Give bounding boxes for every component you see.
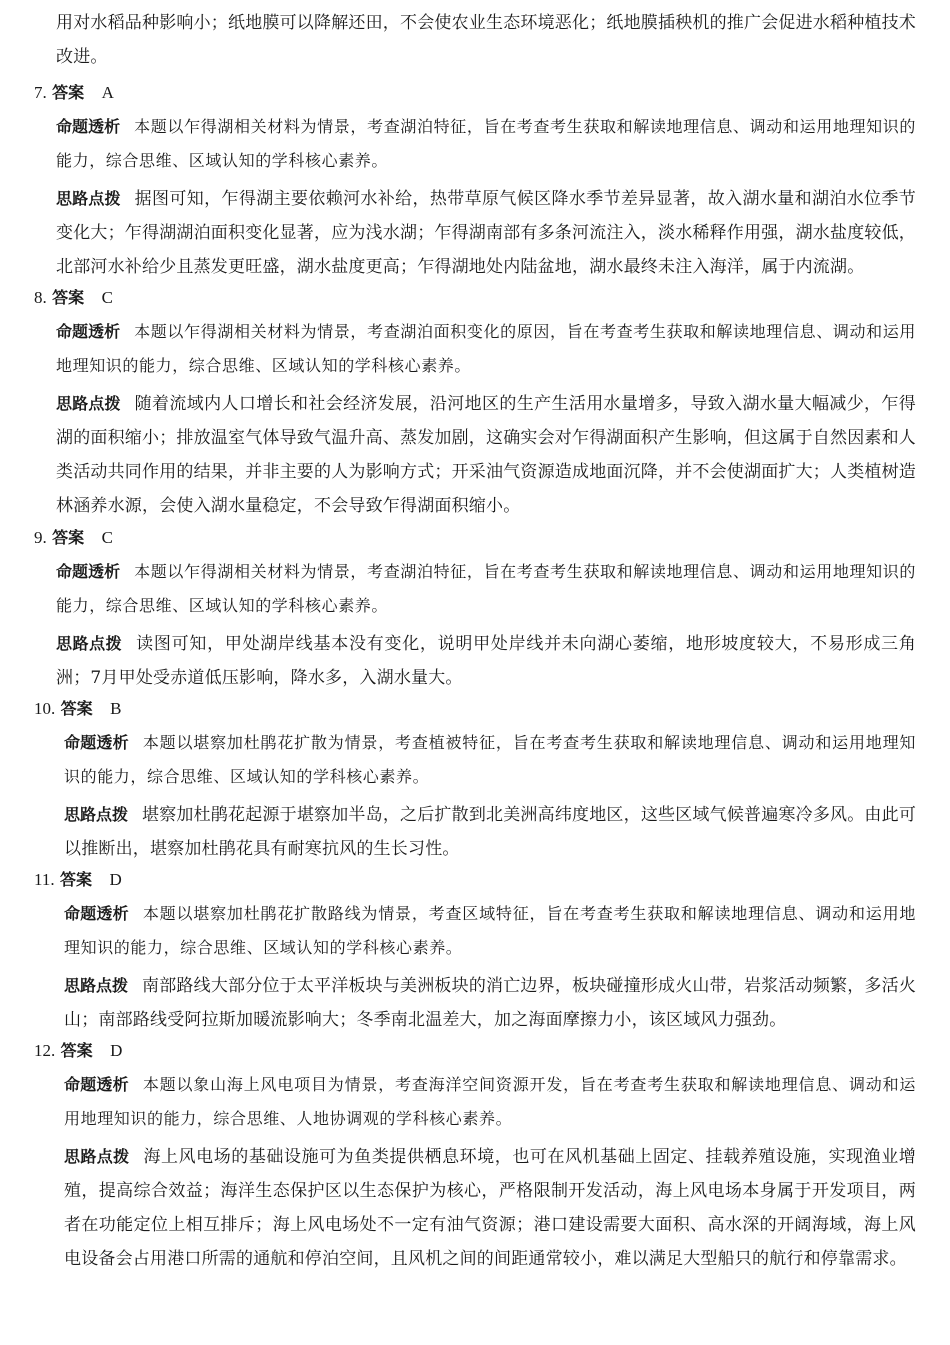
hint-block [64, 969, 916, 1037]
analysis-text: 本题以乍得湖相关材料为情景，考查湖泊面积变化的原因，旨在考查考生获取和解读地理信息、调动和运用地理知识的能力，综合思维、区域认知的学科核心素养。 [56, 322, 916, 375]
analysis-block [56, 555, 916, 623]
question-header [34, 1036, 924, 1066]
question-8 [34, 283, 924, 523]
answer-value: D [110, 1041, 123, 1060]
question-number: 7. [34, 83, 47, 102]
answer-label: 答案 [60, 1041, 93, 1060]
answer-value: B [110, 699, 122, 718]
hint-text: 随着流域内人口增长和社会经济发展，沿河地区的生产生活用水量增多，导致入湖水量大幅减少，乍得湖的面积缩小；排放温室气体导致气温升高、蒸发加剧，这确实会对乍得湖面积产生影响，但这属于自然因素和人类活动共同作用的结果，并非主要的人为影响方式；开采油气资源造成地面沉降，并不会使湖面扩大；人类植树造林涵养水源，会使入湖水量稳定，不会导致乍得湖面积缩小。 [56, 394, 916, 516]
analysis-text: 本题以堪察加杜鹃花扩散为情景，考查植被特征，旨在考查考生获取和解读地理信息、调动和运用地理知识的能力，综合思维、区域认知的学科核心素养。 [64, 733, 916, 786]
answer-value: C [101, 528, 113, 547]
question-12 [34, 1036, 924, 1276]
answer-value: D [109, 870, 122, 889]
hint-block [64, 1140, 916, 1276]
analysis-label: 命题透析 [64, 904, 129, 923]
hint-label: 思路点拨 [64, 1147, 130, 1166]
analysis-block [64, 1068, 916, 1136]
analysis-label: 命题透析 [56, 117, 121, 136]
hint-text: 南部路线大部分位于太平洋板块与美洲板块的消亡边界，板块碰撞形成火山带，岩浆活动频繁，多活火山；南部路线受阿拉斯加暖流影响大；冬季南北温差大，加之海面摩擦力小，该区域风力强劲。 [64, 976, 917, 1030]
hint-block [56, 182, 916, 284]
question-header [34, 694, 924, 724]
question-header [34, 523, 924, 553]
intro-paragraph: 用对水稻品种影响小；纸地膜可以降解还田，不会使农业生态环境恶化；纸地膜插秧机的推广会促进水稻种植技术改进。 [56, 13, 916, 67]
hint-block [56, 627, 916, 695]
hint-label: 思路点拨 [64, 976, 129, 995]
question-header [34, 865, 924, 895]
hint-label: 思路点拨 [56, 634, 123, 653]
analysis-text: 本题以堪察加杜鹃花扩散路线为情景，考查区域特征，旨在考查考生获取和解读地理信息、调动和运用地理知识的能力，综合思维、区域认知的学科核心素养。 [64, 904, 916, 957]
analysis-label: 命题透析 [56, 322, 121, 341]
question-number: 12. [34, 1041, 56, 1060]
analysis-text: 本题以乍得湖相关材料为情景，考查湖泊特征，旨在考查考生获取和解读地理信息、调动和运用地理知识的能力，综合思维、区域认知的学科核心素养。 [56, 117, 916, 170]
analysis-label: 命题透析 [64, 1075, 129, 1094]
question-header [34, 78, 924, 108]
question-7 [34, 78, 924, 284]
question-number: 10. [34, 699, 56, 718]
question-number: 8. [34, 288, 47, 307]
hint-label: 思路点拨 [64, 805, 129, 824]
analysis-text: 本题以乍得湖相关材料为情景，考查湖泊特征，旨在考查考生获取和解读地理信息、调动和运用地理知识的能力，综合思维、区域认知的学科核心素养。 [56, 562, 916, 615]
analysis-block [64, 897, 916, 965]
answer-value: A [101, 83, 114, 102]
answer-label: 答案 [60, 699, 93, 718]
analysis-block [64, 726, 916, 794]
hint-text: 堪察加杜鹃花起源于堪察加半岛，之后扩散到北美洲高纬度地区，这些区域气候普遍寒冷多风。由此可以推断出，堪察加杜鹃花具有耐寒抗风的生长习性。 [64, 805, 917, 859]
analysis-label: 命题透析 [56, 562, 121, 581]
analysis-block [56, 110, 916, 178]
hint-label: 思路点拨 [56, 189, 121, 208]
analysis-block [56, 315, 916, 383]
answer-label: 答案 [52, 528, 85, 547]
analysis-text: 本题以象山海上风电项目为情景，考查海洋空间资源开发，旨在考查考生获取和解读地理信息、调动和运用地理知识的能力，综合思维、人地协调观的学科核心素养。 [64, 1075, 916, 1128]
question-9 [34, 523, 924, 695]
hint-block [64, 798, 916, 866]
question-10 [34, 694, 924, 866]
hint-text: 海上风电场的基础设施可为鱼类提供栖息环境，也可在风机基础上固定、挂载养殖设施，实现渔业增殖，提高综合效益；海洋生态保护区以生态保护为核心，严格限制开发活动，海上风电场本身属于开发项目，两者在功能定位上相互排斥；海上风电场处不一定有油气资源；港口建设需要大面积、高水深的开阔海域，海上风电设备会占用港口所需的通航和停泊空间，且风机之间的间距通常较小，难以满足大型船只的航行和停靠需求。 [64, 1147, 916, 1269]
answer-value: C [101, 288, 113, 307]
question-11 [34, 865, 924, 1037]
hint-text: 读图可知，甲处湖岸线基本没有变化，说明甲处岸线并未向湖心萎缩，地形坡度较大，不易形成三角洲；7月甲处受赤道低压影响，降水多，入湖水量大。 [56, 634, 916, 688]
answer-label: 答案 [60, 870, 93, 889]
answer-label: 答案 [52, 83, 85, 102]
hint-block [56, 387, 916, 523]
question-number: 11. [34, 870, 55, 889]
hint-label: 思路点拨 [56, 394, 121, 413]
question-header [34, 283, 924, 313]
analysis-label: 命题透析 [64, 733, 129, 752]
hint-text: 据图可知，乍得湖主要依赖河水补给，热带草原气候区降水季节差异显著，故入湖水量和湖泊水位季节变化大；乍得湖湖泊面积变化显著，应为浅水湖；乍得湖南部有多条河流注入，淡水稀释作用强，湖水盐度较低，北部河水补给少且蒸发更旺盛，湖水盐度更高；乍得湖地处内陆盆地，湖水最终未注入海洋，属于内流湖。 [56, 189, 916, 277]
answer-label: 答案 [52, 288, 85, 307]
question-number: 9. [34, 528, 47, 547]
